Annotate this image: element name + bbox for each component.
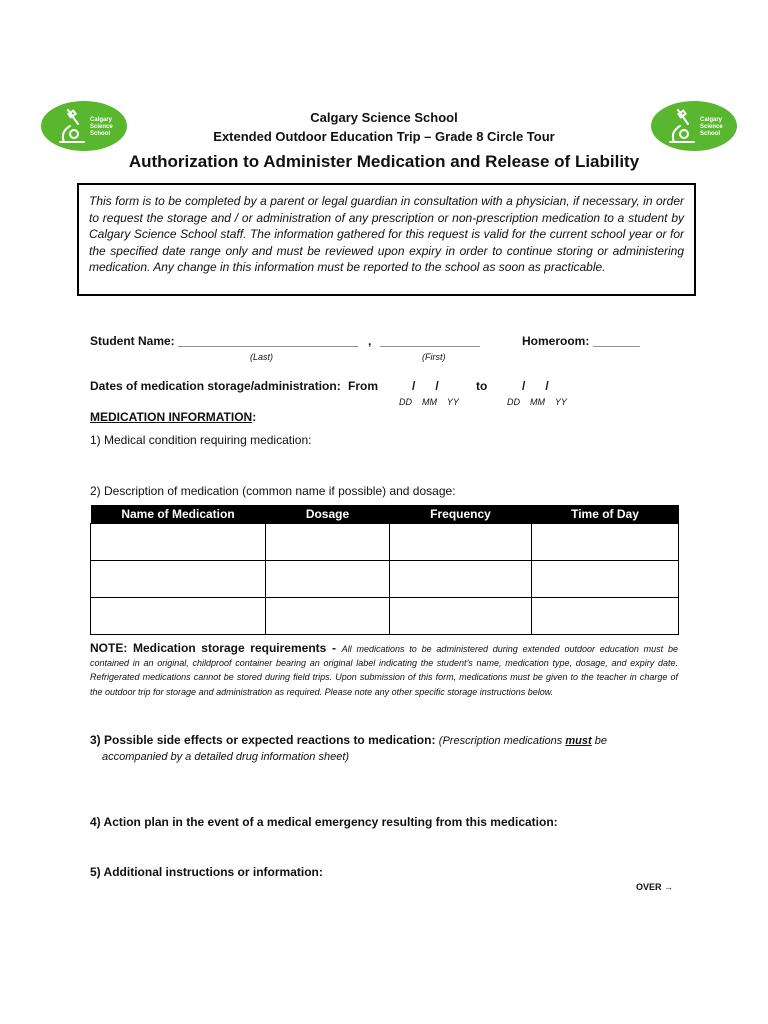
student-last-name-field[interactable]: ___________________________ — [178, 334, 359, 348]
col-header-frequency: Frequency — [390, 505, 532, 524]
dates-to-label: to — [476, 379, 488, 393]
student-name-label: Student Name: — [90, 334, 175, 348]
dosage-cell[interactable] — [266, 598, 390, 635]
dates-from-label: From — [348, 379, 378, 393]
frequency-cell[interactable] — [390, 561, 532, 598]
storage-note-dash: - — [326, 641, 342, 655]
intro-text: This form is to be completed by a parent or legal guardian in consultation with a physician, if necessary, in order to request the storage and / or administration of any prescription or non-prescription medication to a student by Calgary Science School staff. The information gathered for this request is valid for the current school year or for the specified date range only and must be reviewed upon expiry in order to continue storing or administering medication. Any change in this information must be reported to the school as soon as practicable. — [89, 194, 684, 275]
time-of-day-cell[interactable] — [532, 561, 679, 598]
homeroom-field[interactable]: _______ — [593, 334, 640, 348]
question-3-hint-line2: accompanied by a detailed drug information sheet) — [102, 751, 350, 763]
medication-info-heading — [90, 410, 256, 424]
dosage-cell[interactable] — [266, 524, 390, 561]
form-title: Authorization to Administer Medication and Release of Liability — [128, 152, 640, 171]
logo-text-2: Science — [90, 124, 113, 130]
frequency-cell[interactable] — [390, 524, 532, 561]
to-date-field[interactable]: / / — [522, 379, 549, 393]
to-date-format-hint: DD MM YY — [507, 397, 567, 407]
medication-name-cell[interactable] — [91, 561, 266, 598]
school-logo-right — [650, 100, 738, 152]
table-row — [91, 524, 679, 561]
question-3-hint-after: be — [591, 735, 607, 747]
col-header-time-of-day: Time of Day — [532, 505, 679, 524]
trip-name: Extended Outdoor Education Trip – Grade 8 Circle Tour — [213, 129, 555, 144]
dates-label: Dates of medication storage/administration: — [90, 379, 341, 393]
col-header-dosage: Dosage — [266, 505, 390, 524]
homeroom-label: Homeroom: — [522, 334, 590, 348]
dosage-cell[interactable] — [266, 561, 390, 598]
school-logo-left — [40, 100, 128, 152]
logo-text-3: School — [90, 131, 111, 137]
question-2: 2) Description of medication (common name if possible) and dosage: — [90, 484, 456, 498]
from-date-format-hint: DD MM YY — [399, 397, 459, 407]
storage-note-label: NOTE: Medication storage requirements — [90, 641, 327, 655]
over-indicator: OVER → — [636, 882, 674, 892]
medication-info-heading-text: MEDICATION INFORMATION — [90, 410, 253, 424]
table-row — [91, 561, 679, 598]
medication-name-cell[interactable] — [91, 524, 266, 561]
time-of-day-cell[interactable] — [532, 598, 679, 635]
student-first-name-field[interactable]: _______________ — [380, 334, 481, 348]
medication-table — [90, 505, 679, 635]
question-5: 5) Additional instructions or information: — [90, 865, 323, 879]
question-3-hint-must: must — [565, 735, 592, 747]
question-3 — [90, 732, 690, 765]
from-date-field[interactable]: / / — [412, 379, 439, 393]
col-header-name: Name of Medication — [91, 505, 266, 524]
school-name: Calgary Science School — [310, 110, 458, 125]
question-4: 4) Action plan in the event of a medical emergency resulting from this medication: — [90, 815, 558, 829]
intro-box — [77, 183, 696, 296]
frequency-cell[interactable] — [390, 598, 532, 635]
storage-note — [90, 641, 678, 699]
question-3-hint-before: (Prescription medications — [438, 735, 566, 747]
logo-text-1: Calgary — [90, 117, 113, 123]
name-comma: , — [368, 334, 372, 348]
last-name-hint: (Last) — [250, 352, 274, 362]
first-name-hint: (First) — [422, 352, 446, 362]
logo-text-2: Science — [700, 124, 723, 130]
storage-note-text: All medications to be administered during extended outdoor education must be contained in an original, childproof container bearing an original label indicating the student’s name, medication type, dosage, and expiry date. Refrigerated medications cannot be stored during field trips. Upon submission of this form, medications must be given to the teacher in charge of the outdoor trip for storage and administration as required. Please note any other specific storage instructions below. — [90, 644, 678, 697]
question-1: 1) Medical condition requiring medication: — [90, 433, 312, 447]
table-row — [91, 598, 679, 635]
medication-name-cell[interactable] — [91, 598, 266, 635]
table-header-row — [91, 505, 679, 524]
logo-text-3: School — [700, 131, 721, 137]
medication-info-heading-colon: : — [252, 410, 257, 424]
time-of-day-cell[interactable] — [532, 524, 679, 561]
logo-text-1: Calgary — [700, 117, 723, 123]
question-3-label: 3) Possible side effects or expected reactions to medication: — [90, 733, 436, 747]
